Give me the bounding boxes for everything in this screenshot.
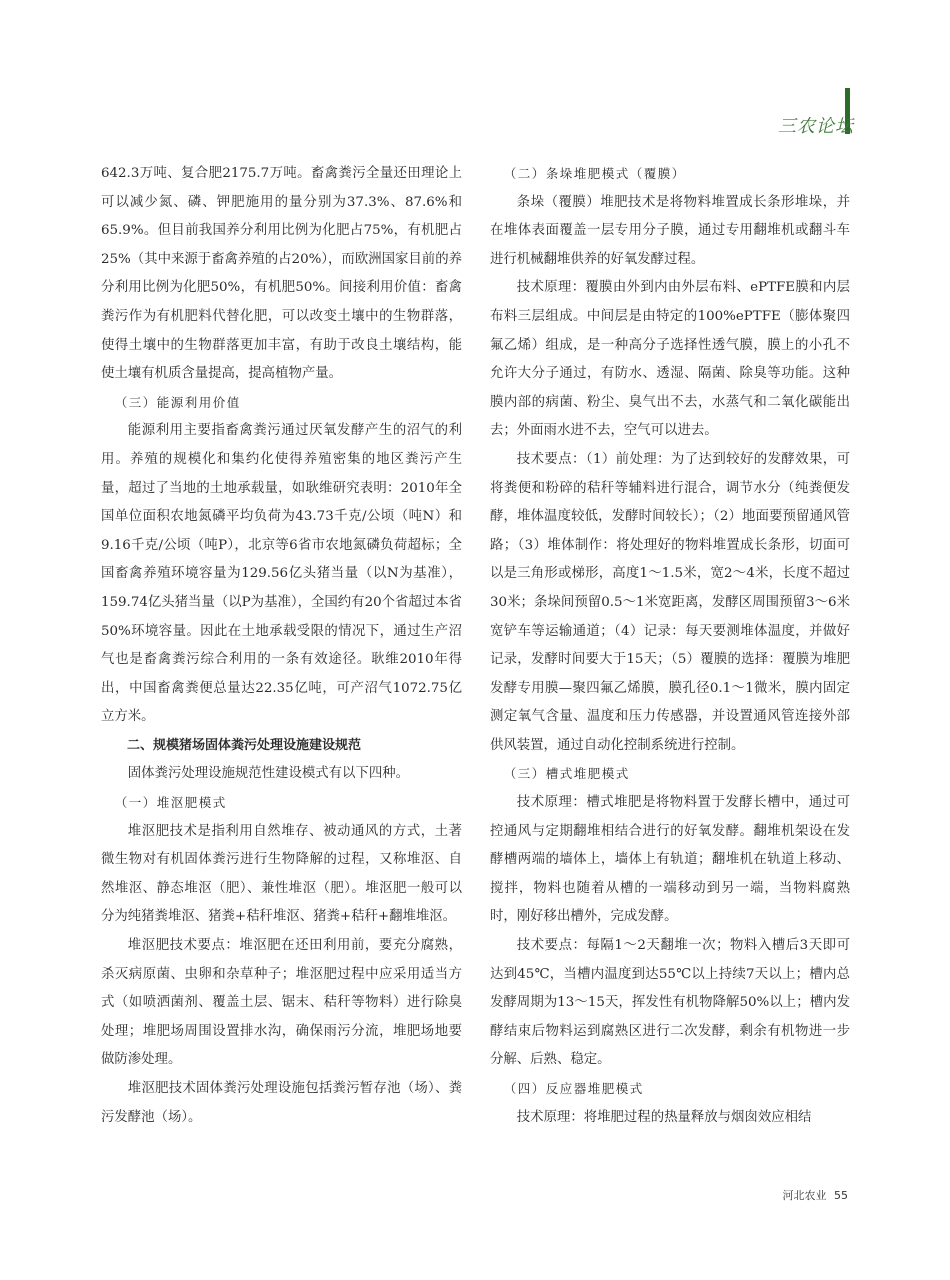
paragraph: 堆沤肥技术要点：堆沤肥在还田利用前，要充分腐熟，杀灭病原菌、虫卵和杂草种子；堆沤肥过程中应采用适当方式（如喷洒菌剂、覆盖土层、锯末、秸秆等物料）进行除臭处理；堆肥场周围设置排水沟，确保雨污分流，堆肥场地要做防渗处理。 <box>101 938 462 1068</box>
subheading-pile-compost: （一）堆沤肥模式 <box>114 795 227 811</box>
paragraph: 技术要点：每隔1～2天翻堆一次；物料入槽后3天即可达到45℃，当槽内温度到达55℃以上持续7天以上；槽内总发酵周期为13～15天，挥发性有机物降解50%以上；槽内发酵结束后物料运到腐熟区进行二次发酵，剩余有机物进一步分解、后熟、稳定。 <box>490 938 850 1068</box>
subheading-energy-value: （三）能源利用价值 <box>114 394 241 410</box>
subheading-reactor: （四）反应器堆肥模式 <box>503 1081 644 1096</box>
right-column <box>490 160 850 1132</box>
paragraph: 技术要点：（1）前处理：为了达到较好的发酵效果，可将粪便和粉碎的秸秆等辅料进行混合，调节水分（纯粪便发酵，堆体温度较低，发酵时间较长）；（2）地面要预留通风管路；（3）堆体制作：将处理好的物料堆置成长条形，切面可以是三角形或梯形，高度1～1.5米，宽2～4米，长度不超过30米；条垛间预留0.5～1米宽距离，发酵区周围预留3～6米宽铲车等运输通道；（4）记录：每天要测堆体温度，并做好记录，发酵时间要大于15天；（5）覆膜的选择：覆膜为堆肥发酵专用膜—聚四氟乙烯膜，膜孔径0.1～1微米，膜内固定测定氧气含量、温度和压力传感器，并设置通风管连接外部供风装置，通过自动化控制系统进行控制。 <box>490 451 850 753</box>
page-footer <box>779 1187 849 1203</box>
paragraph: 技术原理：覆膜由外到内由外层布料、ePTFE膜和内层布料三层组成。中间层是由特定的100%ePTFE（膨体聚四氟乙烯）组成，是一种高分子选择性透气膜，膜上的小孔不允许大分子通过，有防水、透湿、隔菌、除臭等功能。这种膜内部的病菌、粉尘、臭气出不去，水蒸气和二氧化碳能出去；外面雨水进不去，空气可以进去。 <box>490 280 850 439</box>
paragraph: 技术原理：将堆肥过程的热量释放与烟囱效应相结 <box>516 1109 812 1125</box>
paragraph: 642.3万吨、复合肥2175.7万吨。畜禽粪污全量还田理论上可以减少氮、磷、钾肥施用的量分别为37.3%、87.6%和65.9%。但目前我国养分利用比例为化肥占75%，有机肥占25%（其中来源于畜禽养殖的占20%），而欧洲国家目前的养分利用比例为化肥50%，有机肥50%。间接利用价值：畜禽粪污作为有机肥料代替化肥，可以改变土壤中的生物群落，使得土壤中的生物群落更加丰富，有助于改良土壤结构，能使土壤有机质含量提高，提高植物产量。 <box>101 166 462 382</box>
section-title: 三农论坛 <box>778 116 854 137</box>
paragraph: 堆沤肥技术固体粪污处理设施包括粪污暂存池（场）、粪污发酵池（场）。 <box>101 1081 462 1125</box>
paragraph: 固体粪污处理设施规范性建设模式有以下四种。 <box>127 766 409 782</box>
paragraph: 堆沤肥技术是指利用自然堆存、被动通风的方式，土著微生物对有机固体粪污进行生物降解的过程，又称堆沤、自然堆沤、静态堆沤（肥）、兼性堆沤（肥）。堆沤肥一般可以分为纯猪粪堆沤、猪粪+秸秆堆沤、猪粪+秸秆+翻堆堆沤。 <box>101 823 462 925</box>
paragraph: 技术原理：槽式堆肥是将物料置于发酵长槽中，通过可控通风与定期翻堆相结合进行的好氧发酵。翻堆机架设在发酵槽两端的墙体上，墙体上有轨道；翻堆机在轨道上移动、搅拌，物料也随着从槽的一端移动到另一端，当物料腐熟时，刚好移出槽外，完成发酵。 <box>490 795 850 925</box>
left-column <box>101 160 462 1132</box>
page-number: 55 <box>834 1189 848 1202</box>
section-heading: 二、规模猪场固体粪污处理设施建设规范 <box>127 737 362 753</box>
subheading-windrow: （二）条垛堆肥模式（覆膜） <box>503 166 686 181</box>
paragraph: 条垛（覆膜）堆肥技术是将物料堆置成长条形堆垛，并在堆体表面覆盖一层专用分子膜，通过专用翻堆机或翻斗车进行机械翻堆供养的好氧发酵过程。 <box>490 194 850 267</box>
subheading-trough: （三）槽式堆肥模式 <box>503 766 630 782</box>
journal-name: 河北农业 <box>782 1189 827 1202</box>
paragraph: 能源利用主要指畜禽粪污通过厌氧发酵产生的沼气的利用。养殖的规模化和集约化使得养殖密集的地区粪污产生量，超过了当地的土地承载量，如耿维研究表明：2010年全国单位面积农地氮磷平均负荷为43.73千克/公顷（吨N）和9.16千克/公顷（吨P），北京等6省市农地氮磷负荷超标；全国畜禽养殖环境容量为129.56亿头猪当量（以N为基准），159.74亿头猪当量（以P为基准），全国约有20个省超过本省50%环境容量。因此在土地承载受限的情况下，通过生产沼气也是畜禽粪污综合利用的一条有效途径。耿维2010年得出，中国畜禽粪便总量达22.35亿吨，可产沼气1072.75亿立方米。 <box>101 423 462 725</box>
